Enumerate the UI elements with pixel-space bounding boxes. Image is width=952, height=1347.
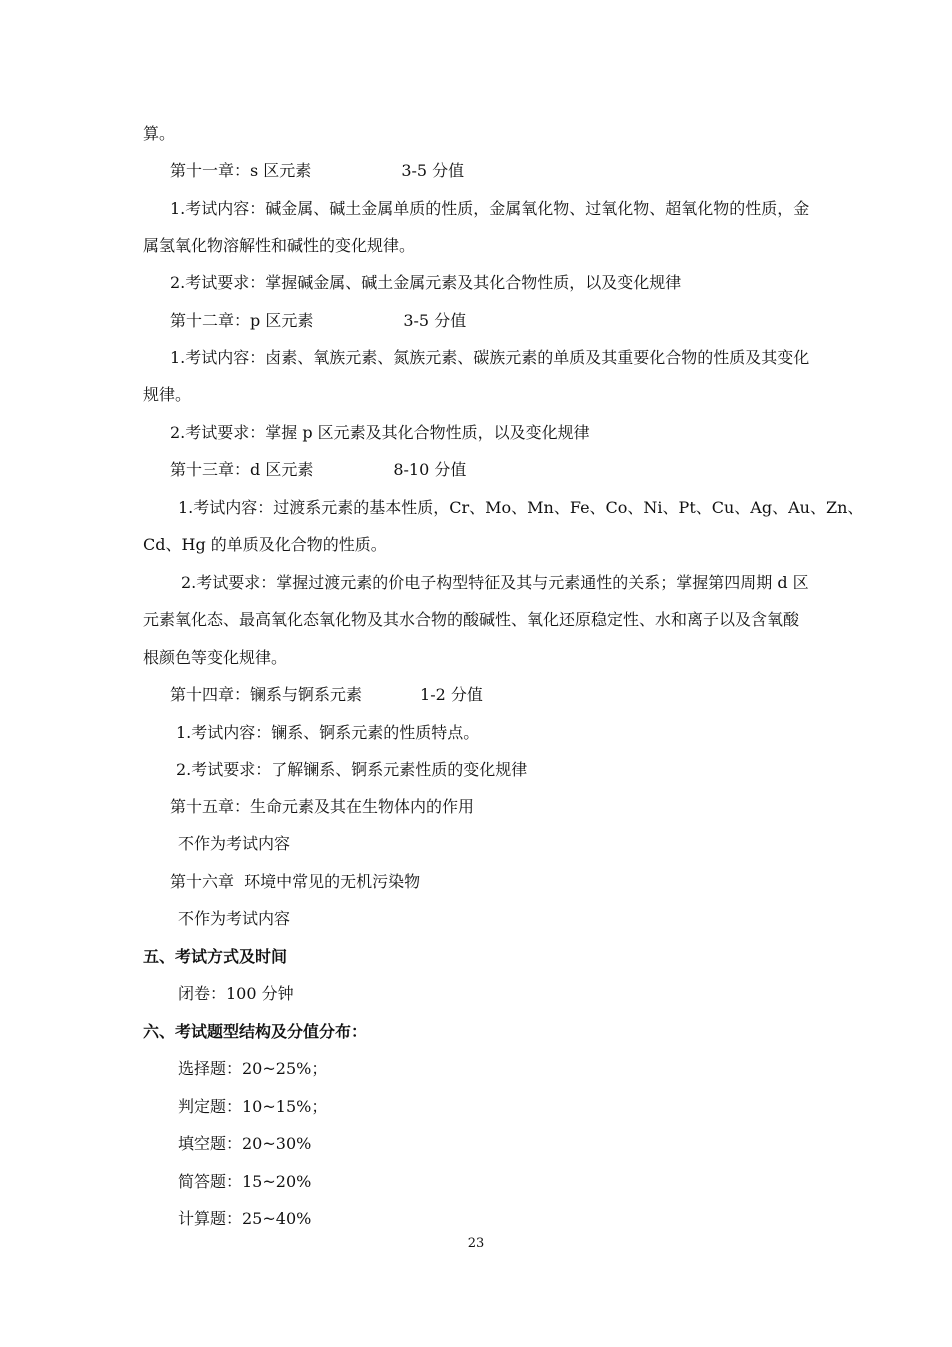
text-line: 根颜色等变化规律。 [143,648,288,667]
text-line: Cd、Hg 的单质及化合物的性质。 [143,535,387,554]
text-line: 规律。 [143,385,192,404]
text-line: 闭卷：100 分钟 [178,984,294,1003]
question-type-item: 填空题：20~30% [178,1134,312,1153]
question-type-item: 简答题：15~20% [178,1172,312,1191]
text-line: 1.考试内容：镧系、锕系元素的性质特点。 [176,723,480,742]
text-line: 元素氧化态、最高氧化态氧化物及其水合物的酸碱性、氧化还原稳定性、水和离子以及含氧酸 [143,610,800,629]
chapter-11-title: 第十一章：s 区元素 [170,161,312,180]
chapter-14-heading [170,685,483,705]
chapter-13-score: 8-10 分值 [393,460,467,479]
section-6-heading: 六、考试题型结构及分值分布： [143,1022,368,1041]
chapter-12-heading [170,311,466,331]
chapter-13-heading [170,460,466,480]
chapter-12-title: 第十二章：p 区元素 [170,311,314,330]
text-line: 2.考试要求：掌握过渡元素的价电子构型特征及其与元素通性的关系；掌握第四周期 d 区 [181,573,809,592]
question-type-item: 判定题：10~15%； [178,1097,328,1116]
chapter-15-title: 第十五章：生命元素及其在生物体内的作用 [170,797,475,816]
chapter-14-title: 第十四章：镧系与锕系元素 [170,685,363,704]
chapter-16-title: 第十六章 环境中常见的无机污染物 [170,872,421,891]
text-line: 算。 [143,124,176,143]
section-5-heading: 五、考试方式及时间 [143,947,288,966]
text-line: 1.考试内容：碱金属、碱土金属单质的性质，金属氧化物、过氧化物、超氧化物的性质，金 [170,199,810,218]
chapter-12-score: 3-5 分值 [403,311,467,330]
text-line: 2.考试要求：掌握碱金属、碱土金属元素及其化合物性质，以及变化规律 [170,273,682,292]
text-line: 1.考试内容：过渡系元素的基本性质，Cr、Mo、Mn、Fe、Co、Ni、Pt、Cu、Ag、Au、Zn、 [178,498,864,517]
question-type-item: 选择题：20~25%； [178,1059,328,1078]
text-line: 2.考试要求：了解镧系、锕系元素性质的变化规律 [176,760,528,779]
chapter-14-score: 1-2 分值 [420,685,483,704]
page-number: 23 [467,1236,485,1251]
text-line: 不作为考试内容 [178,909,291,928]
question-type-item: 计算题：25~40% [178,1209,312,1228]
text-line: 1.考试内容：卤素、氧族元素、氮族元素、碳族元素的单质及其重要化合物的性质及其变化 [170,348,810,367]
chapter-11-heading [170,161,464,181]
text-line: 不作为考试内容 [178,834,291,853]
text-line: 属氢氧化物溶解性和碱性的变化规律。 [143,236,416,255]
chapter-11-score: 3-5 分值 [401,161,465,180]
text-line: 2.考试要求：掌握 p 区元素及其化合物性质，以及变化规律 [170,423,590,442]
chapter-13-title: 第十三章：d 区元素 [170,460,314,479]
